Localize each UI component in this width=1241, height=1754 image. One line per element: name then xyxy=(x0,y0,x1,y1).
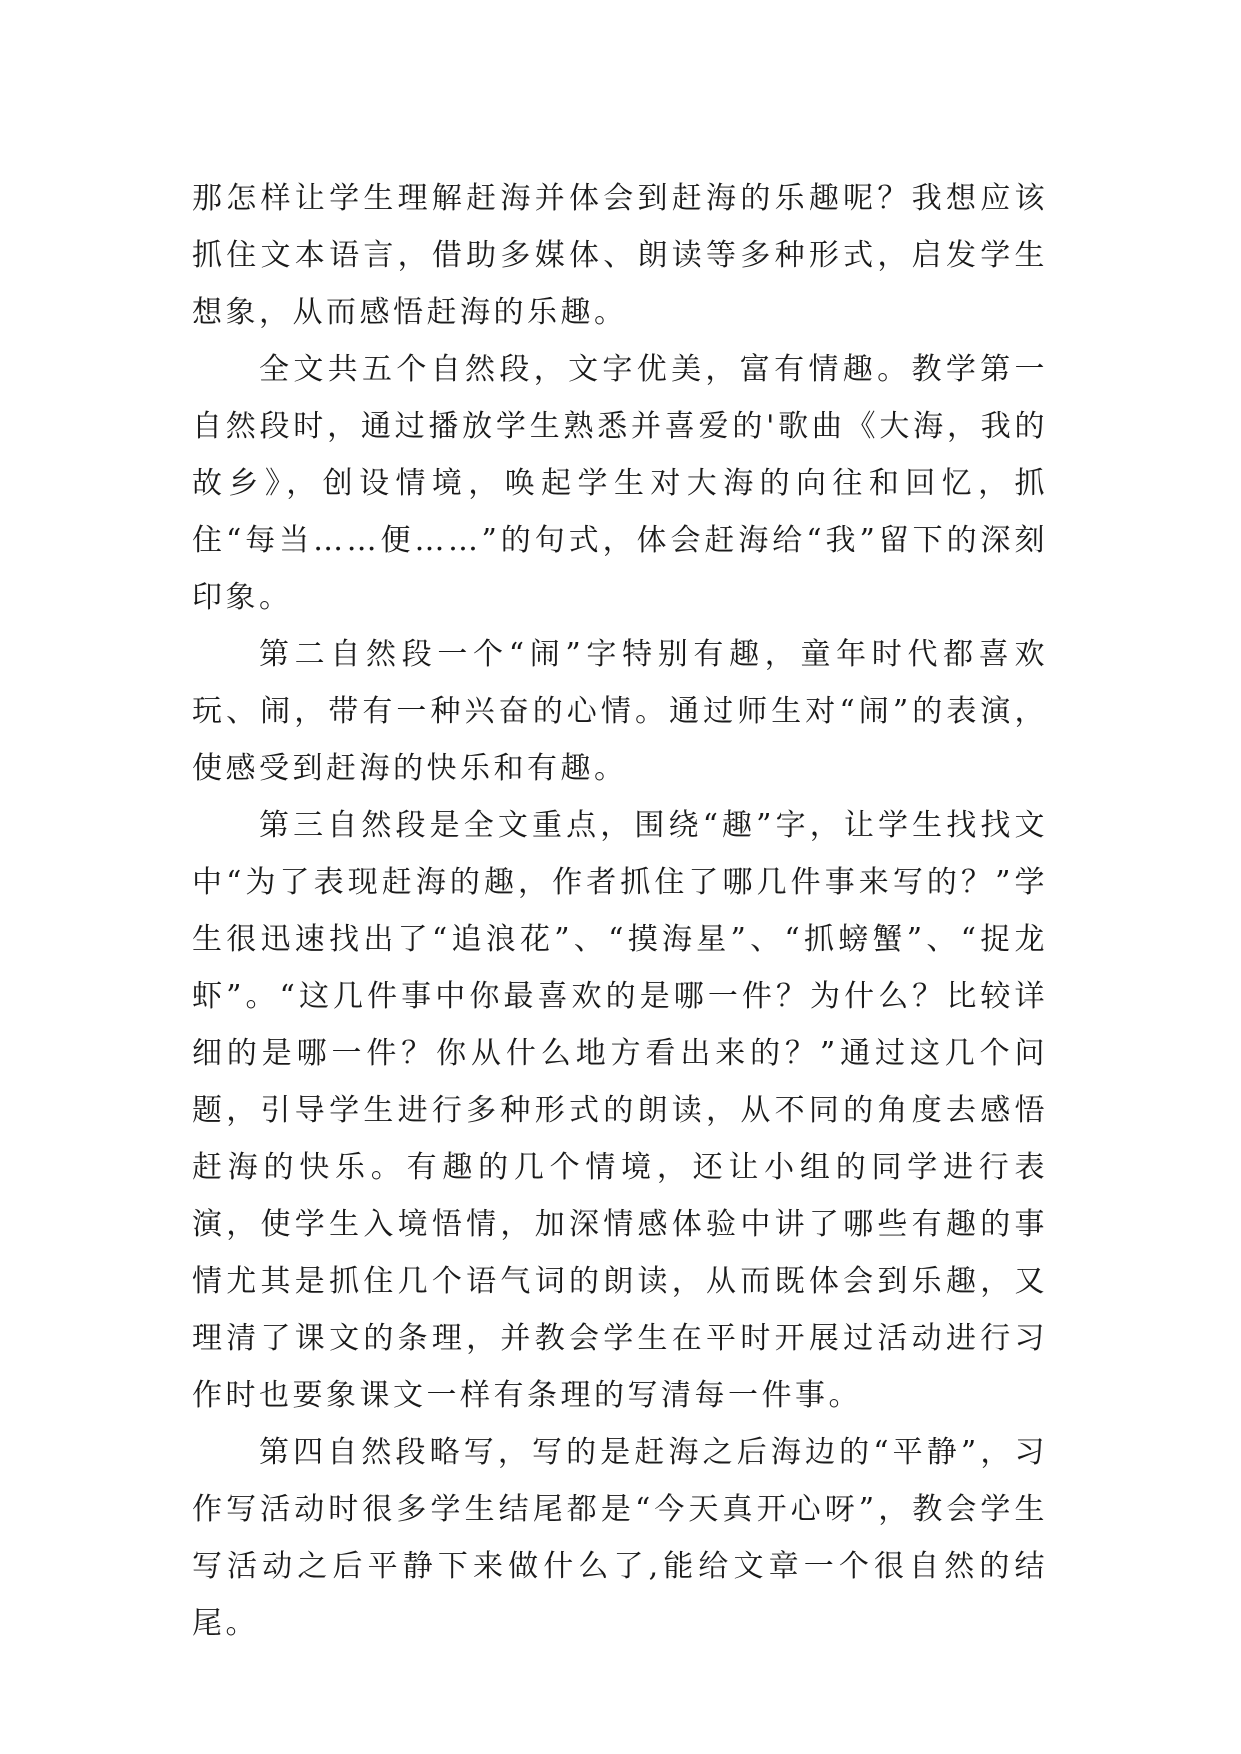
paragraph-continuation: 那怎样让学生理解赶海并体会到赶海的乐趣呢？我想应该抓住文本语言，借助多媒体、朗读等多种形式，启发学生想象，从而感悟赶海的乐趣。 xyxy=(192,181,1048,330)
paragraph-fourth-section: 第四自然段略写，写的是赶海之后海边的“平静”，习作写活动时很多学生结尾都是“今天真开心呀”，教会学生写活动之后平静下来做什么了,能给文章一个很自然的结尾。 xyxy=(192,1435,1048,1641)
paragraph-overview: 全文共五个自然段，文字优美，富有情趣。教学第一自然段时，通过播放学生熟悉并喜爱的'歌曲《大海，我的故乡》，创设情境，唤起学生对大海的向往和回忆，抓住“每当……便……”的句式，体会赶海给“我”留下的深刻印象。 xyxy=(192,352,1048,615)
paragraph-second-section: 第二自然段一个“闹”字特别有趣，童年时代都喜欢玩、闹，带有一种兴奋的心情。通过师生对“闹”的表演，使感受到赶海的快乐和有趣。 xyxy=(192,637,1048,786)
document-body xyxy=(192,170,1048,1652)
paragraph-third-section: 第三自然段是全文重点，围绕“趣”字，让学生找找文中“为了表现赶海的趣，作者抓住了哪几件事来写的？”学生很迅速找出了“追浪花”、“摸海星”、“抓螃蟹”、“捉龙虾”。“这几件事中你最喜欢的是哪一件？为什么？比较详细的是哪一件？你从什么地方看出来的？”通过这几个问题，引导学生进行多种形式的朗读，从不同的角度去感悟赶海的快乐。有趣的几个情境，还让小组的同学进行表演，使学生入境悟情，加深情感体验中讲了哪些有趣的事情尤其是抓住几个语气词的朗读，从而既体会到乐趣，又理清了课文的条理，并教会学生在平时开展过活动进行习作时也要象课文一样有条理的写清每一件事。 xyxy=(192,808,1048,1413)
